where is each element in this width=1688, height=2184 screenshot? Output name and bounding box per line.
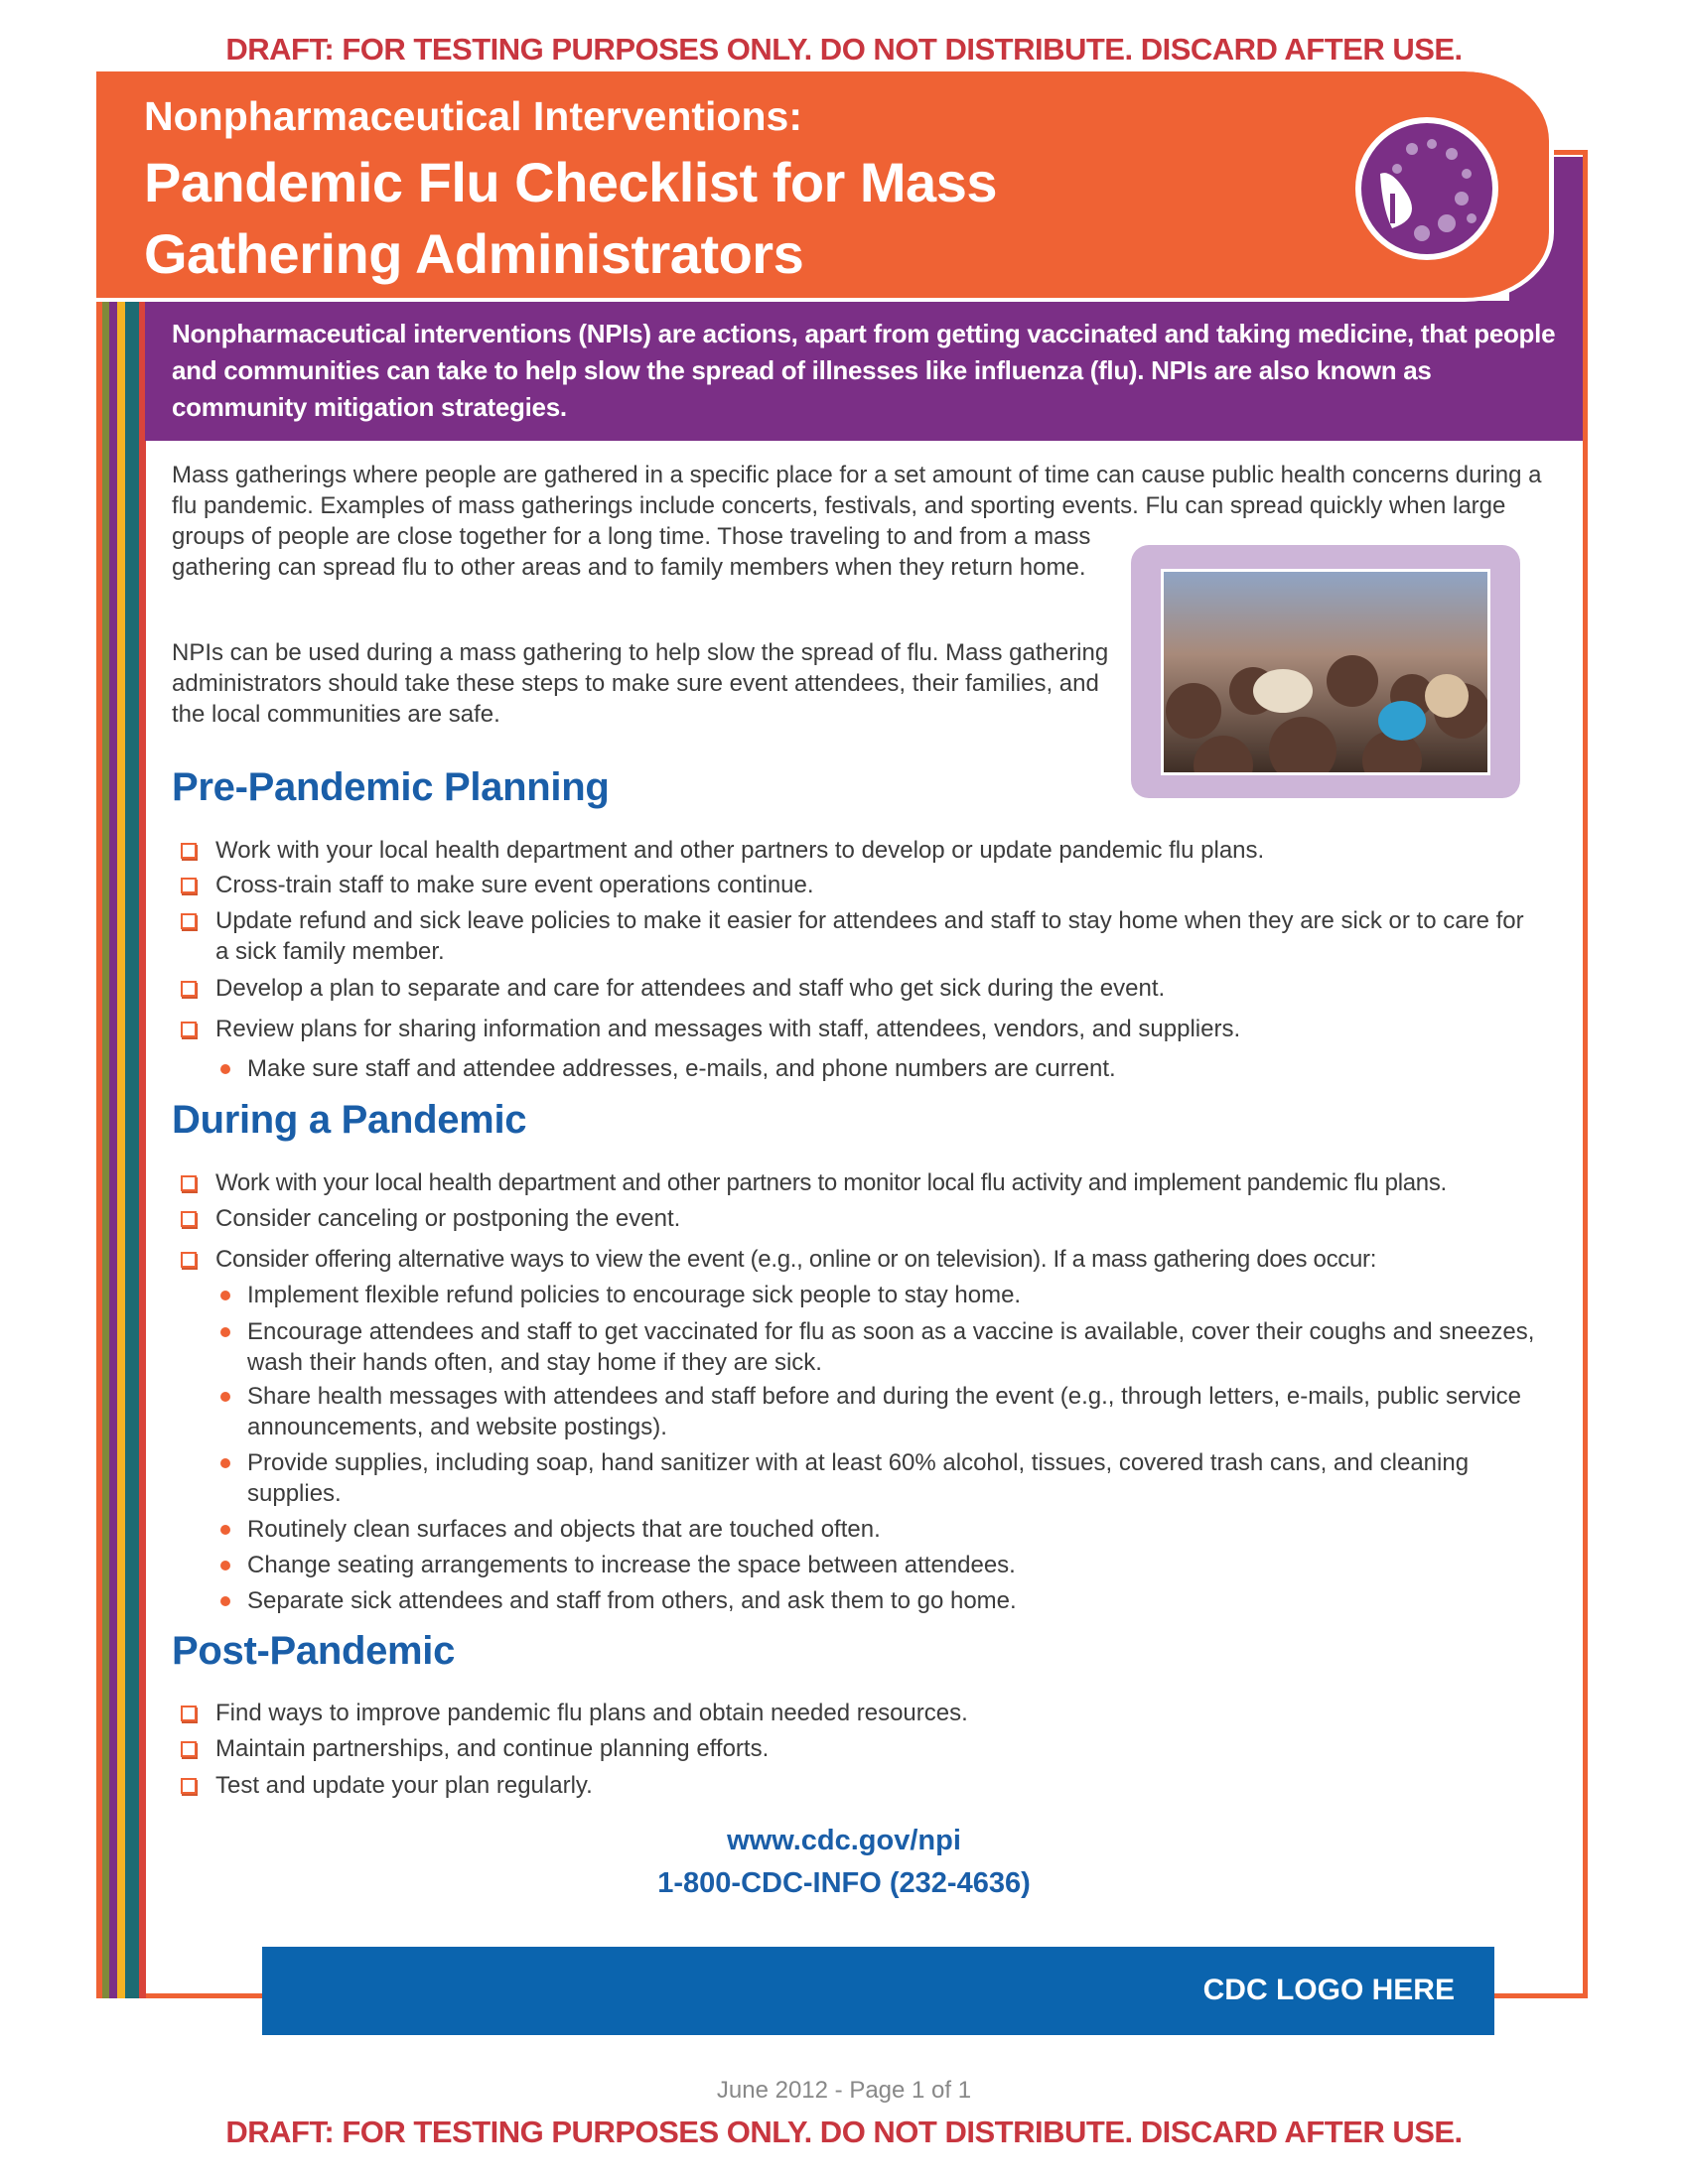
title-line-2: Gathering Administrators — [144, 222, 804, 285]
bullet-item: Change seating arrangements to increase the space between attendees. — [247, 1550, 1558, 1580]
bullet-icon — [220, 1392, 230, 1402]
page-title — [144, 147, 997, 290]
intro-paragraph-2: NPIs can be used during a mass gathering to help slow the spread of flu. Mass gathering administrators should take these steps to make sure event attendees, their families, and the local communities are safe. — [172, 639, 1109, 728]
checklist-item[interactable]: Consider canceling or postponing the event. — [215, 1203, 1556, 1234]
bullet-icon — [220, 1525, 230, 1535]
header-subtitle: Nonpharmaceutical Interventions: — [144, 93, 802, 139]
checklist-item[interactable]: Test and update your plan regularly. — [215, 1770, 1556, 1801]
bullet-icon — [220, 1291, 230, 1300]
bullet-icon — [220, 1596, 230, 1606]
checkbox[interactable] — [181, 1211, 197, 1227]
footer-logo-bar — [262, 1947, 1494, 2035]
checkbox[interactable] — [181, 1252, 197, 1268]
checkbox[interactable] — [181, 1741, 197, 1757]
intro-band-text: Nonpharmaceutical interventions (NPIs) are actions, apart from getting vaccinated and taking medicine, that people and communities can take to help slow the spread of illnesses like influenza (flu). NPIs are also known as community mitigation strategies. — [172, 319, 1556, 422]
color-stripes — [96, 301, 146, 1998]
checklist-item[interactable]: Develop a plan to separate and care for attendees and staff who get sick during the event. — [215, 973, 1556, 1004]
checkbox[interactable] — [181, 843, 197, 859]
section-heading-during-pandemic: During a Pandemic — [172, 1098, 527, 1142]
draft-notice-top: DRAFT: FOR TESTING PURPOSES ONLY. DO NOT DISTRIBUTE. DISCARD AFTER USE. — [225, 32, 1463, 67]
checkbox[interactable] — [181, 1778, 197, 1794]
checklist-item[interactable]: Maintain partnerships, and continue planning efforts. — [215, 1733, 1556, 1764]
checklist-item[interactable]: Update refund and sick leave policies to make it easier for attendees and staff to stay home when they are sick or to care for a sick family member. — [215, 905, 1541, 967]
intro-paragraph-1-text: Mass gatherings where people are gathered in a specific place for a set amount of time can cause public health concerns during a flu pandemic. Examples of mass gatherings include concerts, festivals, and sporting events. Flu can spread quickly when large groups of people are close together for a long time. Those traveling to and from a mass gathering can spread flu to other areas and to family members when they return home. — [172, 462, 1542, 581]
bullet-item: Encourage attendees and staff to get vaccinated for flu as soon as a vaccine is available, cover their coughs and sneezes, wash their hands often, and stay home if they are sick. — [247, 1316, 1558, 1378]
cdc-logo-placeholder: CDC LOGO HERE — [1202, 1974, 1455, 2006]
website-link[interactable]: www.cdc.gov/npi — [727, 1825, 961, 1856]
checkbox[interactable] — [181, 1706, 197, 1721]
checklist-item[interactable]: Work with your local health department and other partners to monitor local flu activity and implement pandemic flu plans. — [215, 1167, 1606, 1198]
checkbox[interactable] — [181, 913, 197, 929]
bullet-item: Implement flexible refund policies to encourage sick people to stay home. — [247, 1280, 1558, 1310]
crowd-photo — [1161, 569, 1490, 775]
phone-number: 1-800-CDC-INFO (232-4636) — [657, 1867, 1031, 1899]
draft-notice-bottom: DRAFT: FOR TESTING PURPOSES ONLY. DO NOT DISTRIBUTE. DISCARD AFTER USE. — [225, 2115, 1463, 2149]
title-line-1: Pandemic Flu Checklist for Mass — [144, 151, 997, 213]
checkbox[interactable] — [181, 1022, 197, 1037]
bullet-item: Make sure staff and attendee addresses, e-mails, and phone numbers are current. — [247, 1053, 1558, 1084]
checkbox[interactable] — [181, 981, 197, 997]
section-heading-pre-pandemic: Pre-Pandemic Planning — [172, 765, 610, 809]
checklist-item[interactable]: Consider offering alternative ways to view the event (e.g., online or on television). If a mass gathering does occur: — [215, 1244, 1606, 1275]
bullet-icon — [220, 1458, 230, 1468]
bullet-item: Routinely clean surfaces and objects that are touched often. — [247, 1514, 1558, 1545]
date-page-number: June 2012 - Page 1 of 1 — [716, 2077, 972, 2104]
crowd-megaphone-logo-icon — [1352, 114, 1501, 263]
bullet-icon — [220, 1561, 230, 1570]
section-heading-post-pandemic: Post-Pandemic — [172, 1629, 456, 1673]
checklist-item[interactable]: Review plans for sharing information and messages with staff, attendees, vendors, and suppliers. — [215, 1014, 1556, 1044]
checklist-item[interactable]: Cross-train staff to make sure event operations continue. — [215, 870, 1556, 900]
checklist-item[interactable]: Find ways to improve pandemic flu plans and obtain needed resources. — [215, 1698, 1556, 1728]
bullet-item: Share health messages with attendees and staff before and during the event (e.g., through letters, e-mails, public service announcements, and website postings). — [247, 1381, 1558, 1442]
bullet-icon — [220, 1064, 230, 1074]
checklist-item[interactable]: Work with your local health department and other partners to develop or update pandemic flu plans. — [215, 835, 1556, 866]
bullet-icon — [220, 1327, 230, 1337]
checkbox[interactable] — [181, 1175, 197, 1191]
checkbox[interactable] — [181, 878, 197, 893]
bullet-item: Separate sick attendees and staff from others, and ask them to go home. — [247, 1585, 1558, 1616]
bullet-item: Provide supplies, including soap, hand sanitizer with at least 60% alcohol, tissues, covered trash cans, and cleaning supplies. — [247, 1447, 1558, 1509]
